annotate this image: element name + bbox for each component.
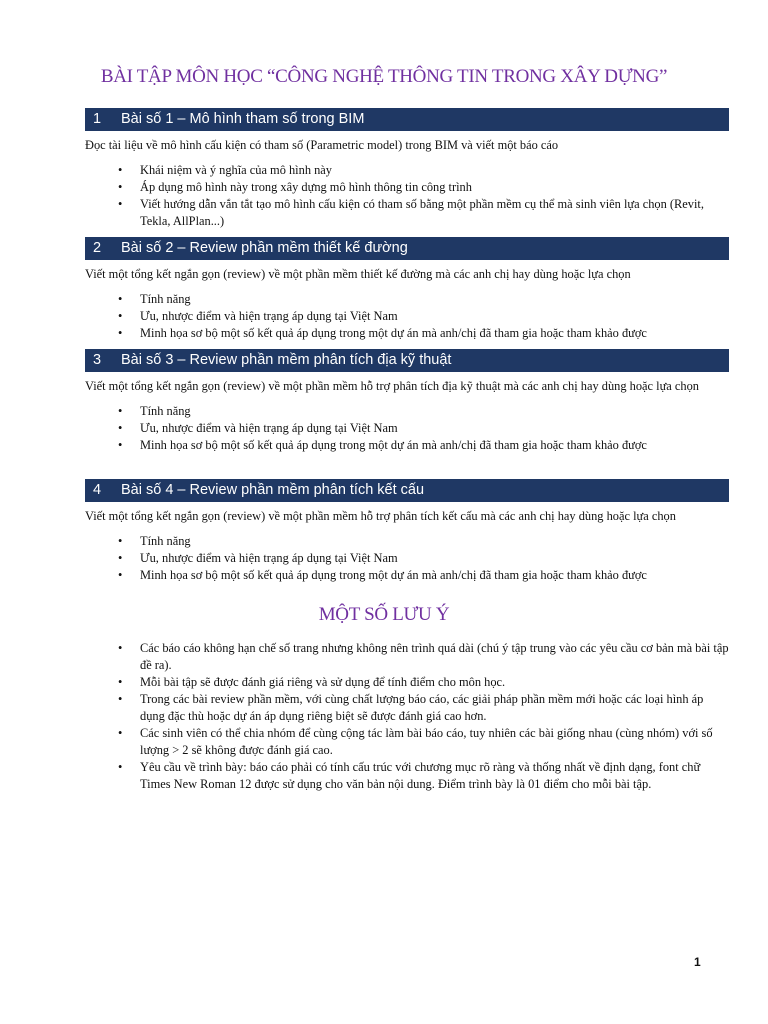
list-item-text: Áp dụng mô hình này trong xây dựng mô hình thông tin công trình	[140, 180, 472, 194]
note-item	[85, 674, 730, 691]
bullet-icon: •	[118, 326, 123, 340]
list-item	[85, 162, 730, 179]
list-item	[85, 550, 730, 567]
section-heading-4	[85, 479, 729, 502]
list-item-text: Tính năng	[140, 292, 191, 306]
list-item-text: Tính năng	[140, 534, 191, 548]
list-item	[85, 325, 730, 342]
list-item	[85, 196, 730, 230]
notes-list	[85, 640, 730, 793]
section-intro: Đọc tài liệu về mô hình cấu kiện có tham số (Parametric model) trong BIM và viết một báo cáo	[85, 138, 559, 152]
section-title: Bài số 2 – Review phần mềm thiết kế đường	[121, 240, 408, 256]
section-number: 4	[93, 482, 102, 498]
section-heading-3	[85, 349, 729, 372]
section-intro: Viết một tổng kết ngắn gọn (review) về một phần mềm hỗ trợ phân tích kết cấu mà các anh chị hay dùng hoặc lựa chọn	[85, 509, 676, 523]
bullet-list	[85, 533, 730, 584]
list-item	[85, 403, 730, 420]
section-intro: Viết một tổng kết ngắn gọn (review) về một phần mềm thiết kế đường mà các anh chị hay dùng hoặc lựa chọn	[85, 267, 631, 281]
list-item-text: Minh họa sơ bộ một số kết quả áp dụng trong một dự án mà anh/chị đã tham gia hoặc tham khảo được	[140, 438, 647, 452]
note-text: Các báo cáo không hạn chế số trang nhưng không nên trình quá dài (chú ý tập trung vào các yêu cầu cơ bản mà bài tập đề ra).	[140, 641, 729, 672]
bullet-icon: •	[118, 760, 123, 774]
document-title: BÀI TẬP MÔN HỌC “CÔNG NGHỆ THÔNG TIN TRONG XÂY DỰNG”	[100, 66, 668, 87]
bullet-icon: •	[118, 551, 123, 565]
list-item-text: Minh họa sơ bộ một số kết quả áp dụng trong một dự án mà anh/chị đã tham gia hoặc tham khảo được	[140, 568, 647, 582]
note-text: Các sinh viên có thể chia nhóm để cùng cộng tác làm bài báo cáo, tuy nhiên các bài giống nhau (cùng nhóm) với số lượng > 2 sẽ không được đánh giá cao.	[140, 726, 713, 757]
bullet-icon: •	[118, 197, 123, 211]
bullet-icon: •	[118, 568, 123, 582]
section-body-3	[85, 378, 730, 454]
note-item	[85, 691, 730, 725]
note-text: Trong các bài review phần mềm, với cùng chất lượng báo cáo, các giải pháp phần mềm mới hoặc các loại hình áp dụng đặc thù hoặc dự án áp dụng riêng biệt sẽ được đánh giá cao hơn.	[140, 692, 704, 723]
list-item	[85, 308, 730, 325]
list-item-text: Minh họa sơ bộ một số kết quả áp dụng trong một dự án mà anh/chị đã tham gia hoặc tham khảo được	[140, 326, 647, 340]
note-item	[85, 725, 730, 759]
section-heading-1	[85, 108, 729, 131]
list-item	[85, 437, 730, 454]
bullet-icon: •	[118, 404, 123, 418]
bullet-list	[85, 403, 730, 454]
section-heading-2	[85, 237, 729, 260]
bullet-icon: •	[118, 692, 123, 706]
list-item	[85, 420, 730, 437]
list-item-text: Ưu, nhược điểm và hiện trạng áp dụng tại Việt Nam	[140, 421, 398, 435]
list-item-text: Ưu, nhược điểm và hiện trạng áp dụng tại Việt Nam	[140, 309, 398, 323]
bullet-icon: •	[118, 180, 123, 194]
section-body-2	[85, 266, 730, 342]
section-number: 1	[93, 111, 102, 127]
note-item	[85, 640, 730, 674]
bullet-icon: •	[118, 421, 123, 435]
list-item	[85, 291, 730, 308]
note-item	[85, 759, 730, 793]
list-item-text: Viết hướng dẫn vắn tắt tạo mô hình cấu kiện có tham số bằng một phần mềm cụ thể mà sinh viên lựa chọn (Revit, Tekla, AllPlan...)	[140, 197, 704, 228]
bullet-icon: •	[118, 534, 123, 548]
bullet-list	[85, 291, 730, 342]
bullet-icon: •	[118, 675, 123, 689]
note-text: Mỗi bài tập sẽ được đánh giá riêng và sử dụng để tính điểm cho môn học.	[140, 675, 506, 689]
section-body-4	[85, 508, 730, 584]
section-body-1	[85, 137, 730, 230]
section-intro: Viết một tổng kết ngắn gọn (review) về một phần mềm hỗ trợ phân tích địa kỹ thuật mà các anh chị hay dùng hoặc lựa chọn	[85, 379, 699, 393]
bullet-icon: •	[118, 438, 123, 452]
bullet-icon: •	[118, 163, 123, 177]
bullet-icon: •	[118, 292, 123, 306]
list-item	[85, 179, 730, 196]
list-item	[85, 567, 730, 584]
list-item-text: Tính năng	[140, 404, 191, 418]
section-title: Bài số 3 – Review phần mềm phân tích địa kỹ thuật	[121, 352, 452, 368]
note-text: Yêu cầu về trình bày: báo cáo phải có tính cấu trúc với chương mục rõ ràng và thống nhất về định dạng, font chữ Times New Roman 12 được sử dụng cho văn bản nội dung. Điểm trình bày là 01 điểm cho mỗi bài tập.	[140, 760, 701, 791]
list-item-text: Ưu, nhược điểm và hiện trạng áp dụng tại Việt Nam	[140, 551, 398, 565]
list-item	[85, 533, 730, 550]
section-title: Bài số 4 – Review phần mềm phân tích kết cấu	[121, 482, 425, 498]
bullet-icon: •	[118, 726, 123, 740]
bullet-list	[85, 162, 730, 230]
list-item-text: Khái niệm và ý nghĩa của mô hình này	[140, 163, 333, 177]
page-number: 1	[694, 955, 701, 969]
section-number: 2	[93, 240, 102, 256]
bullet-icon: •	[118, 309, 123, 323]
section-number: 3	[93, 352, 102, 368]
section-title: Bài số 1 – Mô hình tham số trong BIM	[121, 111, 365, 127]
bullet-icon: •	[118, 641, 123, 655]
notes-heading: MỘT SỐ LƯU Ý	[318, 604, 450, 625]
